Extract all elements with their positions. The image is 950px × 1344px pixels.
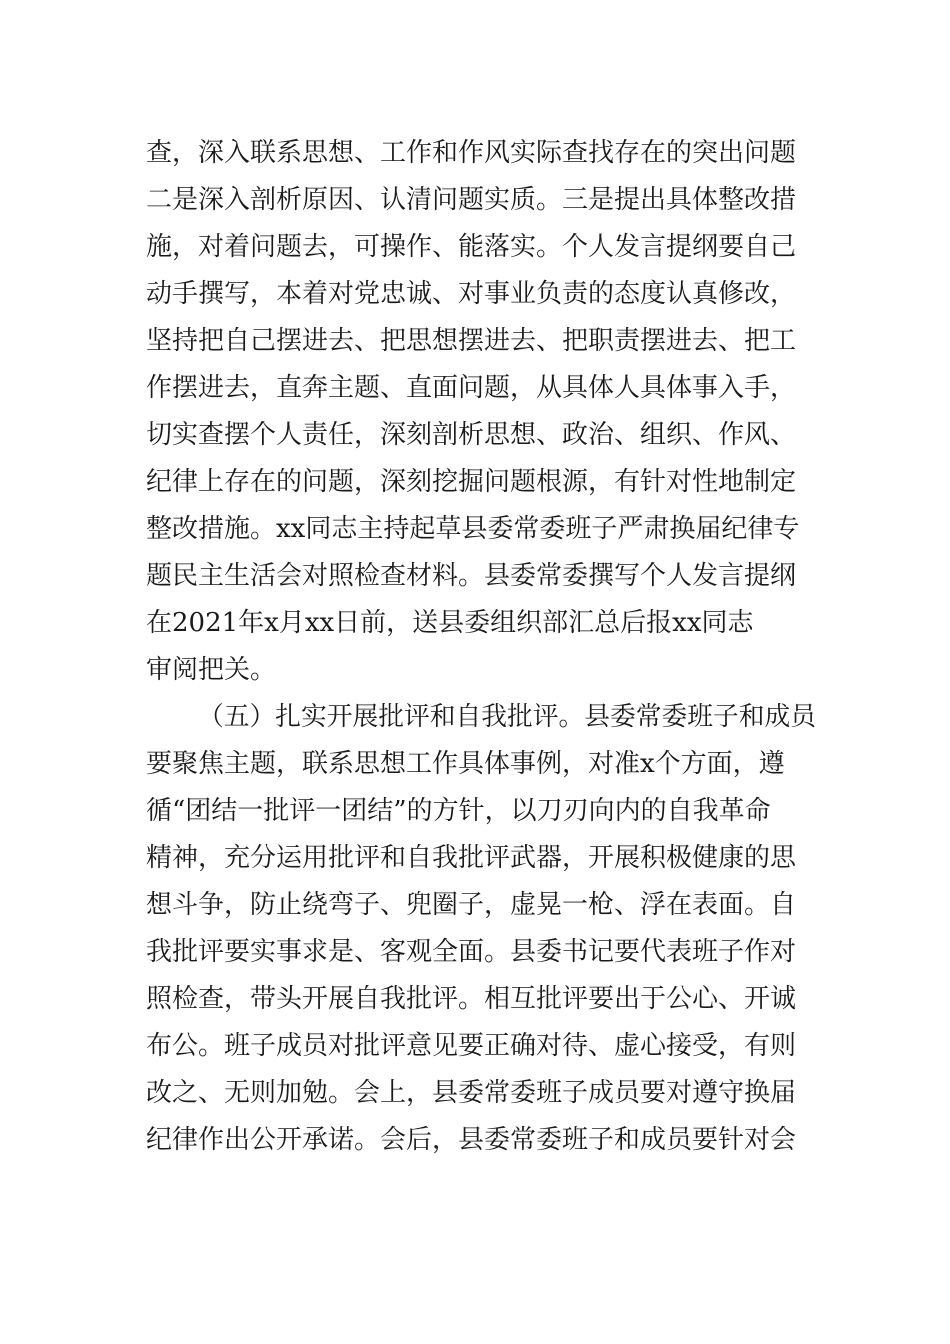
text-line: （五）扎实开展批评和自我批评。县委常委班子和成员	[198, 702, 817, 732]
text-line: 纪律上存在的问题，深刻挖掘问题根源，有针对性地制定	[146, 467, 797, 497]
text-line: 想斗争，防止绕弯子、兜圈子，虚晃一枪、浮在表面。自	[146, 890, 797, 920]
text-line: 坚持把自己摆进去、把思想摆进去、把职责摆进去、把工	[146, 326, 797, 356]
text-line: 施，对着问题去，可操作、能落实。个人发言提纲要自己	[146, 232, 797, 262]
text-line: 在2021年x月xx日前，送县委组织部汇总后报xx同志	[146, 608, 754, 638]
text-line: 我批评要实事求是、客观全面。县委书记要代表班子作对	[146, 937, 797, 967]
text-line: 作摆进去，直奔主题、直面问题，从具体人具体事入手，	[146, 373, 797, 403]
text-line: 照检查，带头开展自我批评。相互批评要出于公心、开诚	[146, 984, 797, 1014]
text-line: 整改措施。xx同志主持起草县委常委班子严肃换届纪律专	[146, 514, 800, 544]
text-line: 改之、无则加勉。会上，县委常委班子成员要对遵守换届	[146, 1078, 797, 1108]
text-line: 动手撰写，本着对党忠诚、对事业负责的态度认真修改，	[146, 279, 797, 309]
text-line: 查，深入联系思想、工作和作风实际查找存在的突出问题	[146, 138, 797, 168]
text-line: 布公。班子成员对批评意见要正确对待、虚心接受，有则	[146, 1031, 797, 1061]
text-line: 审阅把关。	[146, 655, 277, 685]
text-line: 精神，充分运用批评和自我批评武器，开展积极健康的思	[146, 843, 797, 873]
text-line: 要聚焦主题，联系思想工作具体事例，对准x个方面，遵	[146, 749, 785, 779]
text-line: 纪律作出公开承诺。会后，县委常委班子和成员要针对会	[146, 1125, 797, 1155]
text-line: 题民主生活会对照检查材料。县委常委撰写个人发言提纲	[146, 561, 797, 591]
text-line: 切实查摆个人责任，深刻剖析思想、政治、组织、作风、	[146, 420, 797, 450]
text-line: 循“团结一批评一团结”的方针，以刀刃向内的自我革命	[146, 796, 771, 826]
text-line: 二是深入剖析原因、认清问题实质。三是提出具体整改措	[146, 185, 797, 215]
